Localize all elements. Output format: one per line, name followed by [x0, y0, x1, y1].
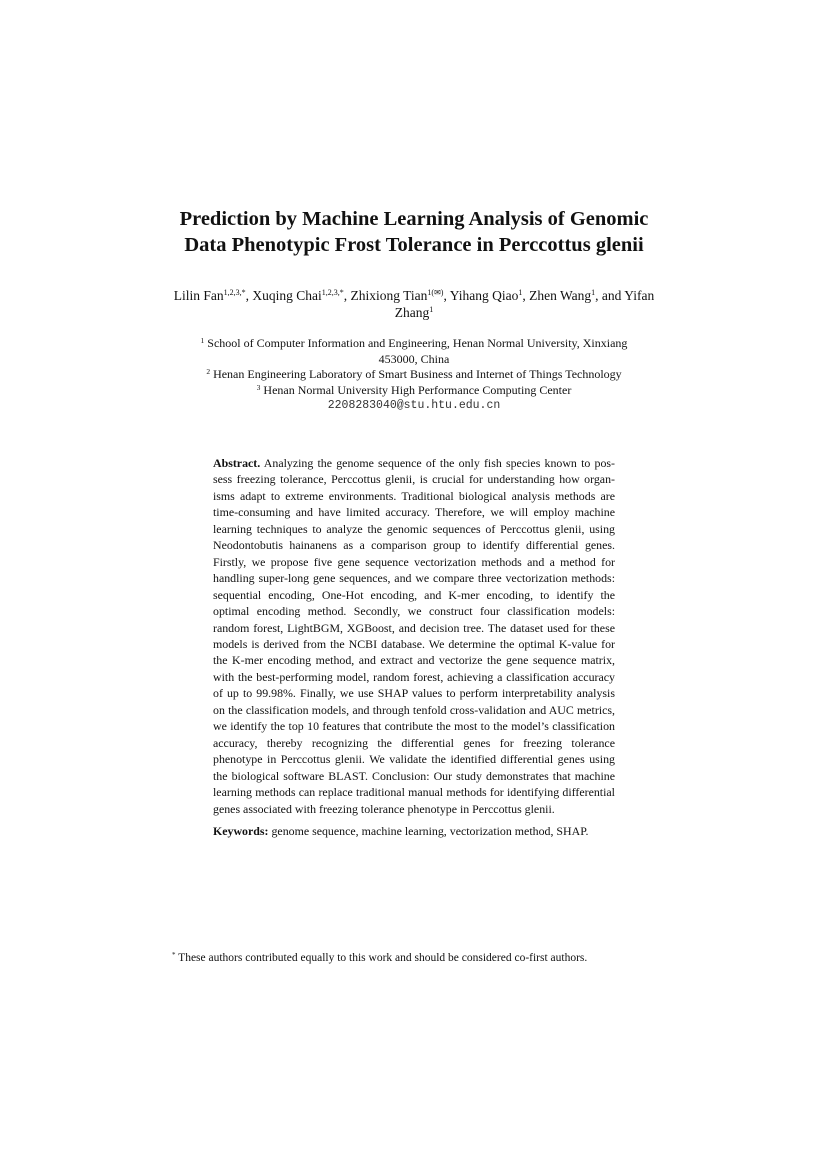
- author-separator: , and: [595, 288, 625, 303]
- affiliation-3: [180, 383, 648, 399]
- keywords-text: genome sequence, machine learning, vectorization method, SHAP.: [271, 824, 589, 838]
- author-list: [170, 288, 658, 321]
- author-separator: ,: [522, 288, 530, 303]
- keywords: [213, 823, 633, 839]
- affiliation-superscript: 1: [200, 336, 205, 345]
- abstract-text: Analyzing the genome sequence of the only fish species known to possess freezing tolerance, Perccottus glenii, is crucial for understanding how organisms adapt to extreme environments. Traditional biological analysis methods are time-consuming and have limited accuracy. Therefore, we will employ machine learning techniques to analyze the genomic sequences of Perccottus glenii, using Neodontobutis hainanens as a comparison group to identify differential genes. Firstly, we propose five gene sequence vectorization methods and a method for handling super-long gene sequences, and we compare three vectorization methods: sequential encoding, One-Hot encoding, and K-mer encoding, to identify the optimal encoding method. Secondly, we construct four classification models: random forest, LightBGM, XGBoost, and decision tree. The dataset used for these models is derived from the NCBI database. We determine the optimal K-value for the K-mer encoding method, and extract and vectorize the gene sequence matrix, with the best-performing model, random forest, achieving a classification accuracy of up to 99.98%. Finally, we use SHAP values to perform interpretability analysis on the classification models, and through tenfold cross-validation and AUC metrics, we identify the top 10 features that contribute the most to the model’s classification accuracy, thereby recognizing the differential genes for freezing tolerance phenotype in Perccottus glenii. We validate the identified differential genes using the biological software BLAST. Conclusion: Our study demonstrates that machine learning methods can replace traditional manual methods for identifying differential genes associated with freezing tolerance phenotype in Perccottus glenii.: [213, 456, 615, 816]
- author-superscript: 1: [429, 304, 434, 314]
- footnote-mark: *: [172, 951, 176, 959]
- author-name: Zhixiong Tian: [350, 288, 428, 303]
- affiliation-superscript: 2: [206, 367, 211, 376]
- author-separator: ,: [443, 288, 450, 303]
- affiliation-1-cont: [180, 352, 648, 368]
- affiliation-text: 453000, China: [378, 351, 450, 366]
- affiliation-text: School of Computer Information and Engineering, Henan Normal University, Xinxiang: [207, 336, 628, 350]
- footnote-text: These authors contributed equally to this work and should be considered co-first authors.: [178, 952, 588, 964]
- affiliation-2: [180, 367, 648, 383]
- footnote: [172, 951, 672, 966]
- author-superscript: 1,2,3,*: [223, 288, 246, 297]
- author-superscript: 1: [518, 288, 523, 297]
- author-separator: ,: [245, 288, 253, 303]
- affiliation-superscript: 3: [256, 382, 261, 392]
- contact-email[interactable]: 2208283040@stu.htu.edu.cn: [327, 399, 501, 412]
- affiliations: [180, 336, 648, 414]
- affiliation-text: Henan Engineering Laboratory of Smart Business and Internet of Things Technology: [213, 367, 622, 381]
- author-separator: ,: [343, 288, 351, 303]
- title-line-2: Data Phenotypic Frost Tolerance in Perccottus glenii: [184, 234, 644, 256]
- author-superscript: 1(✉): [427, 288, 444, 297]
- affiliation-text: Henan Normal University High Performance Computing Center: [263, 382, 572, 397]
- author-name: Yifan Zhang: [394, 288, 655, 320]
- author-name: Yihang Qiao: [449, 288, 519, 303]
- author-superscript: 1: [591, 288, 596, 297]
- author-name: Lilin Fan: [173, 288, 224, 303]
- affiliation-1: [180, 336, 648, 352]
- paper-title: [0, 206, 828, 258]
- abstract: [213, 455, 615, 817]
- author-superscript: 1,2,3,*: [321, 288, 344, 297]
- abstract-label: Abstract.: [213, 456, 261, 470]
- author-name: Xuqing Chai: [252, 288, 322, 303]
- title-line-1: Prediction by Machine Learning Analysis of Genomic: [179, 208, 649, 230]
- keywords-label: Keywords:: [213, 824, 269, 838]
- author-name: Zhen Wang: [529, 288, 592, 303]
